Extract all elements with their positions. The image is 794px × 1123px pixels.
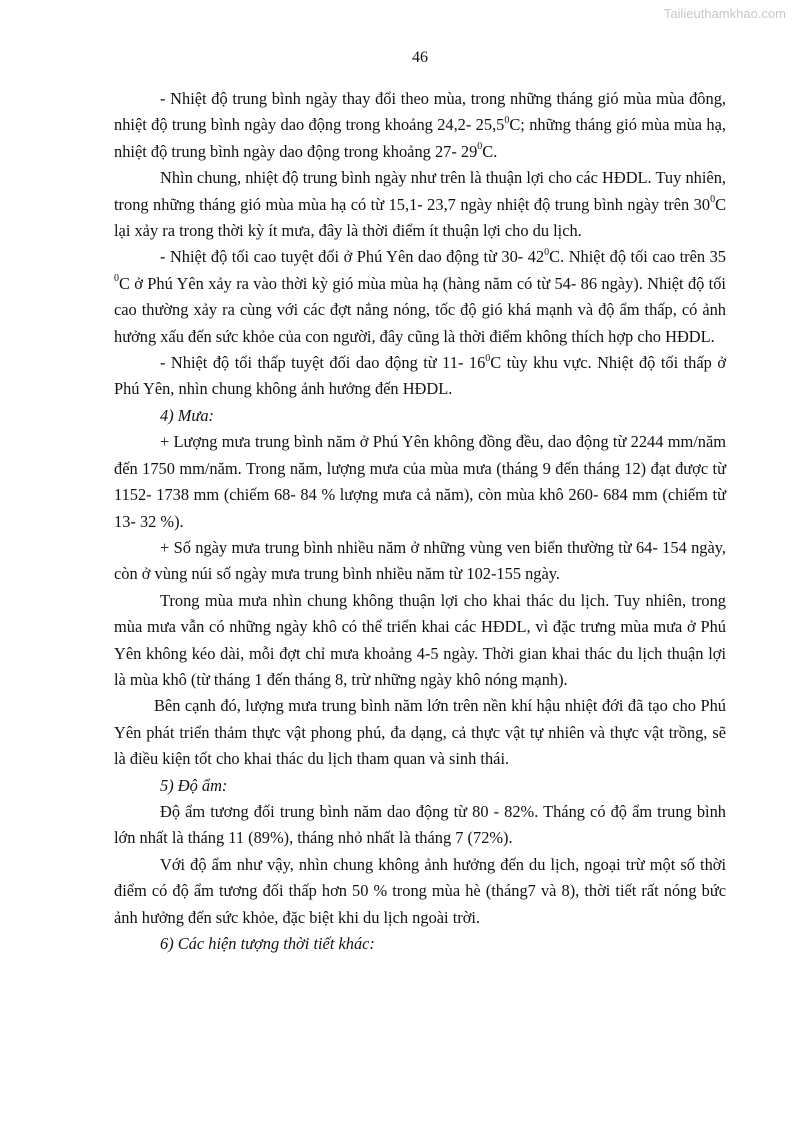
document-body — [114, 86, 726, 957]
text-run: C. — [482, 141, 498, 161]
degree-superscript: 0 — [477, 141, 483, 153]
degree-superscript: 0 — [710, 194, 716, 206]
text-run: C ở Phú Yên xảy ra vào thời kỳ gió mùa mùa hạ (hàng năm có từ 54- 86 ngày). Nhiệt độ tối cao thường xảy ra cùng với các đợt nắng nóng, tốc độ gió khá mạnh và độ ẩm thấp, có ảnh hưởng xấu đến sức khỏe của con người, đây cũng là thời điểm không thích hợp cho HĐDL. — [114, 273, 726, 346]
section-heading-rain: 4) Mưa: — [160, 405, 214, 425]
text-run: C tùy khu vực. Nhiệt độ tối thấp ở Phú Yên, nhìn chung không ảnh hưởng đến HĐDL. — [114, 353, 726, 399]
text-run: - Nhiệt độ tối thấp tuyệt đối dao động từ 11- 16 — [160, 353, 486, 373]
degree-superscript: 0 — [485, 352, 491, 364]
text-run: C. Nhiệt độ tối cao trên 35 — [549, 247, 726, 267]
degree-superscript: 0 — [114, 273, 119, 285]
section-heading-humidity: 5) Độ ẩm: — [160, 775, 228, 795]
text-run: C lại xảy ra trong thời kỳ ít mưa, đây là thời điểm ít thuận lợi cho du lịch. — [114, 194, 726, 241]
degree-superscript: 0 — [504, 114, 510, 126]
degree-superscript: 0 — [544, 246, 550, 258]
paragraph-temperature-summary — [114, 165, 726, 244]
text-run: C; những tháng gió mùa mùa hạ, nhiệt độ trung bình ngày dao động trong khoảng 27- 29 — [114, 115, 726, 161]
paragraph-daily-temperature — [114, 86, 726, 165]
watermark: Tailieuthamkhao.com — [663, 6, 786, 21]
paragraph-vegetation: Bên cạnh đó, lượng mưa trung bình năm lớn trên nền khí hậu nhiệt đới đã tạo cho Phú Yên phát triển thảm thực vật phong phú, đa dạng, cả thực vật tự nhiên và thực vật trồng, sẽ là điều kiện tốt cho khai thác du lịch tham quan và sinh thái. — [114, 696, 726, 769]
paragraph-humidity-effect: Với độ ẩm như vậy, nhìn chung không ảnh hưởng đến du lịch, ngoại trừ một số thời điểm có độ ẩm tương đối thấp hơn 50 % trong mùa hè (tháng7 và 8), thời tiết rất nóng bức ảnh hưởng đến sức khỏe, đặc biệt khi du lịch ngoài trời. — [114, 854, 726, 927]
paragraph-max-temperature — [114, 244, 726, 350]
paragraph-min-temperature — [114, 350, 726, 403]
paragraph-rain-days: + Số ngày mưa trung bình nhiều năm ở những vùng ven biển thường từ 64- 154 ngày, còn ở vùng núi số ngày mưa trung bình nhiều năm từ 102-155 ngày. — [114, 537, 726, 584]
text-run: Nhìn chung, nhiệt độ trung bình ngày như trên là thuận lợi cho các HĐDL. Tuy nhiên, trong những tháng gió mùa mùa hạ có từ 15,1- 23,7 ngày nhiệt độ trung bình ngày trên 30 — [114, 168, 726, 214]
text-run: - Nhiệt độ tối cao tuyệt đối ở Phú Yên dao động từ 30- 42 — [160, 247, 545, 267]
paragraph-rain-season: Trong mùa mưa nhìn chung không thuận lợi cho khai thác du lịch. Tuy nhiên, trong mùa mưa vẫn có những ngày khô có thể triển khai các HĐDL, vì đặc trưng mùa mưa ở Phú Yên không kéo dài, mỗi đợt chỉ mưa khoảng 4-5 ngày. Thời gian khai thác du lịch thuận lợi là mùa khô (từ tháng 1 đến tháng 8, trừ những ngày khô nóng mạnh). — [114, 590, 726, 689]
paragraph-humidity: Độ ẩm tương đối trung bình năm dao động từ 80 - 82%. Tháng có độ ẩm trung bình lớn nhất là tháng 11 (89%), tháng nhỏ nhất là tháng 7 (72%). — [114, 801, 726, 848]
paragraph-rainfall: + Lượng mưa trung bình năm ở Phú Yên không đồng đều, dao động từ 2244 mm/năm đến 1750 mm/năm. Trong năm, lượng mưa của mùa mưa (tháng 9 đến tháng 12) đạt được từ 1152- 1738 mm (chiếm 68- 84 % lượng mưa cả năm), còn mùa khô 260- 684 mm (chiếm từ 13- 32 %). — [114, 432, 726, 531]
page-number: 46 — [412, 49, 428, 66]
section-heading-other-weather: 6) Các hiện tượng thời tiết khác: — [160, 934, 375, 953]
text-run: - Nhiệt độ trung bình ngày thay đổi theo mùa, trong những tháng gió mùa mùa đông, nhiệt độ trung bình ngày dao động trong khoảng 24,2- 25,5 — [114, 89, 726, 135]
